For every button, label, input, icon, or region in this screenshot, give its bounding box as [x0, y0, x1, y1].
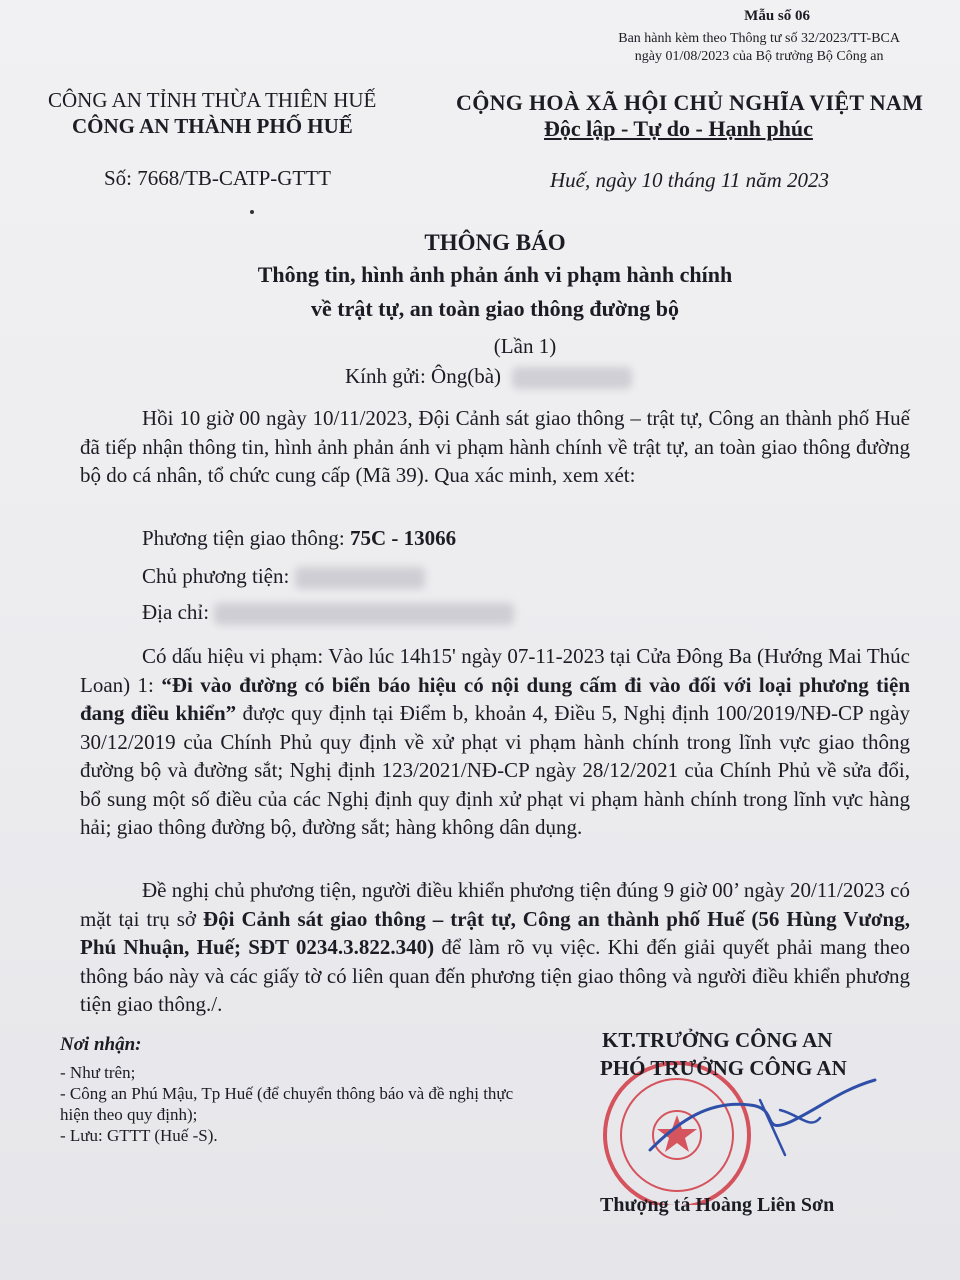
paragraph-request [80, 876, 910, 1019]
violation-description: “Đi vào đường có biển báo hiệu có nội dung cấm đi vào đối với loại phương tiện đang điều khiển” [80, 672, 910, 725]
nation-motto: Độc lập - Tự do - Hạnh phúc [544, 116, 813, 141]
recipient-line [345, 364, 632, 389]
owner-line [142, 564, 425, 589]
vehicle-plate: 75C - 13066 [349, 526, 457, 550]
paragraph-intro [80, 404, 910, 490]
agency-parent: CÔNG AN TỈNH THỪA THIÊN HUẾ [48, 88, 377, 112]
form-number: Mẫu số 06 [744, 8, 810, 24]
agency-name: CÔNG AN THÀNH PHỐ HUẾ [72, 114, 353, 138]
document-subtitle-2: về trật tự, an toàn giao thông đường bộ [310, 296, 679, 321]
owner-label: Chủ phương tiện: [142, 564, 295, 588]
request-office: Đội Cảnh sát giao thông – trật tự, Công an thành phố Huế (56 Hùng Vương, Phú Nhuận, Huế; SĐT 0234.3.822.340) [80, 906, 910, 959]
paragraph-intro-text: Hồi 10 giờ 00 ngày 10/11/2023, Đội Cảnh sát giao thông – trật tự, Công an thành phố Huế đã tiếp nhận thông tin, hình ảnh phản ánh vi phạm hành chính về trật tự, an toàn giao thông đường bộ do cá nhân, tổ chức cung cấp (Mã 39). Qua xác minh, xem xét: [80, 406, 910, 487]
violation-intro: Có dấu hiệu vi phạm: Vào lúc 14h15' ngày 07-11-2023 tại Cửa Đông Ba (Hướng Mai Thúc Loan) 1: [80, 644, 910, 697]
violation-legal-basis: được quy định tại Điểm b, khoản 4, Điều 5, Nghị định 100/2019/NĐ-CP ngày 30/12/2019 của Chính Phủ quy định về xử phạt vi phạm hành chính trong lĩnh vực giao thông đường bộ và đường sắt; Nghị định 123/2021/NĐ-CP ngày 28/12/2021 của Chính Phủ về sửa đổi, bổ sung một số điều của các Nghị định quy định xử phạt vi phạm hành chính trong lĩnh vực hàng hải; giao thông đường bộ, đường sắt; hàng không dân dụng. [80, 701, 910, 839]
document-subtitle-1: Thông tin, hình ảnh phản ánh vi phạm hành chính [257, 262, 733, 287]
document-number: Số: 7668/TB-CATP-GTTT [104, 166, 331, 190]
redacted-address [214, 603, 514, 625]
address-label: Địa chỉ: [142, 600, 215, 624]
document-title: THÔNG BÁO [424, 230, 566, 255]
recipients-title: Nơi nhận: [60, 1034, 142, 1055]
place-date: Huế, ngày 10 tháng 11 năm 2023 [550, 168, 829, 192]
vehicle-line [142, 526, 456, 551]
vehicle-label: Phương tiện giao thông: [142, 526, 350, 550]
recipient-item: - Lưu: GTTT (Huế -S). [60, 1126, 218, 1145]
recipient-label: Kính gửi: Ông(bà) [345, 364, 502, 388]
recipients-list [60, 1062, 520, 1146]
form-reference [618, 30, 900, 66]
request-instructions: để làm rõ vụ việc. Khi đến giải quyết phải mang theo thông báo này và các giấy tờ có liên quan đến phương tiện giao thông và người điều khiển phương tiện giao thông./. [80, 935, 911, 1016]
ink-dot [250, 210, 254, 214]
paragraph-violation [80, 642, 910, 842]
recipient-item: - Công an Phú Mậu, Tp Huế (để chuyển thông báo và đề nghị thực hiện theo quy định); [60, 1084, 514, 1124]
issue-number: (Lần 1) [493, 334, 557, 358]
address-line [142, 600, 514, 625]
recipient-item: - Như trên; [60, 1063, 136, 1082]
redacted-name [512, 367, 632, 389]
form-reference-line2: ngày 01/08/2023 của Bộ trưởng Bộ Công an [634, 49, 884, 64]
form-reference-line1: Ban hành kèm theo Thông tư số 32/2023/TT-BCA [618, 31, 900, 46]
signature-title-1: KT.TRƯỞNG CÔNG AN [602, 1028, 833, 1052]
redacted-owner [295, 567, 425, 589]
nation-title: CỘNG HOÀ XÃ HỘI CHỦ NGHĨA VIỆT NAM [456, 90, 924, 115]
signer-name: Thượng tá Hoàng Liên Sơn [600, 1194, 835, 1216]
signature-title-2: PHÓ TRƯỞNG CÔNG AN [600, 1056, 847, 1080]
request-intro: Đề nghị chủ phương tiện, người điều khiển phương tiện đúng 9 giờ 00’ ngày 20/11/2023 có mặt tại trụ sở [80, 878, 910, 931]
